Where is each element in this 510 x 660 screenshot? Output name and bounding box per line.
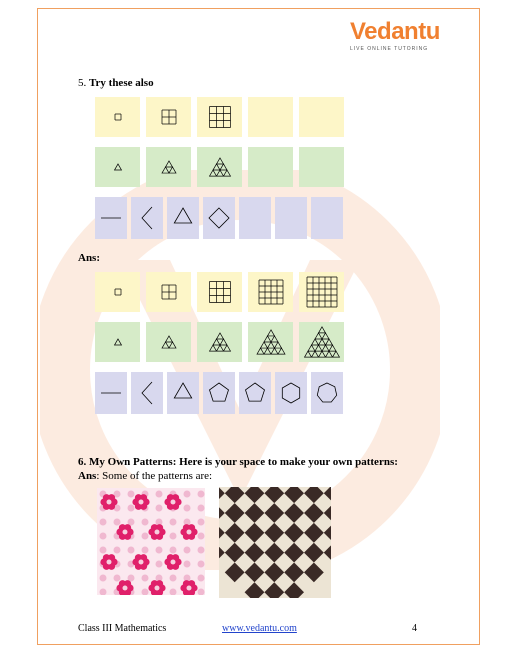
- square-grid-tile: [146, 272, 191, 312]
- question-title: Try these also: [89, 77, 154, 89]
- footer-class: Class III Mathematics: [78, 623, 167, 634]
- triangle-tile: [197, 147, 242, 187]
- question-title: My Own Patterns: Here is your space to make your own patterns:: [89, 456, 398, 468]
- flower-pattern-image: [97, 488, 205, 595]
- polygon-tile: [131, 197, 163, 239]
- footer-website-link[interactable]: www.vedantu.com: [222, 623, 297, 634]
- checker-pattern-image: [219, 487, 331, 598]
- polygon-tile: [95, 197, 127, 239]
- polygon-tile: [167, 372, 199, 414]
- polygon-tile: [311, 197, 343, 239]
- square-grid-tile: [299, 97, 344, 137]
- square-grid-tile: [248, 272, 293, 312]
- triangle-tile: [248, 322, 293, 362]
- polygon-tile: [203, 372, 235, 414]
- polygon-tile: [239, 372, 271, 414]
- question-number: 6.: [78, 456, 87, 468]
- triangle-tile: [146, 147, 191, 187]
- polygon-tile: [131, 372, 163, 414]
- triangle-tile: [95, 322, 140, 362]
- square-grid-tile: [197, 272, 242, 312]
- triangle-tile: [299, 147, 344, 187]
- square-grid-tile: [248, 97, 293, 137]
- answer-label: [78, 252, 100, 264]
- footer-page-number: 4: [412, 623, 417, 634]
- brand-tagline: LIVE ONLINE TUTORING: [350, 46, 429, 52]
- brand-logo: [350, 20, 460, 54]
- ans-label: Ans: [78, 470, 97, 482]
- polygon-tile: [239, 197, 271, 239]
- polygon-tile: [311, 372, 343, 414]
- question-6: [78, 456, 458, 468]
- square-grid-tile: [95, 97, 140, 137]
- polygon-tile: [275, 372, 307, 414]
- question-number: 5.: [78, 77, 87, 89]
- triangle-tile: [146, 322, 191, 362]
- answer-6: [78, 470, 212, 482]
- square-grid-tile: [95, 272, 140, 312]
- square-grid-tile: [299, 272, 344, 312]
- polygon-tile: [167, 197, 199, 239]
- triangle-tile: [197, 322, 242, 362]
- polygon-tile: [95, 372, 127, 414]
- triangle-tile: [299, 322, 344, 362]
- triangle-tile: [248, 147, 293, 187]
- polygon-tile: [275, 197, 307, 239]
- brand-name: Vedantu: [350, 18, 440, 45]
- triangle-tile: [95, 147, 140, 187]
- square-grid-tile: [197, 97, 242, 137]
- square-grid-tile: [146, 97, 191, 137]
- question-5: [78, 77, 154, 89]
- ans-text: : Some of the patterns are:: [96, 470, 213, 482]
- footer-link-wrap: [222, 623, 297, 634]
- ans-label-text: Ans:: [78, 252, 101, 264]
- polygon-tile: [203, 197, 235, 239]
